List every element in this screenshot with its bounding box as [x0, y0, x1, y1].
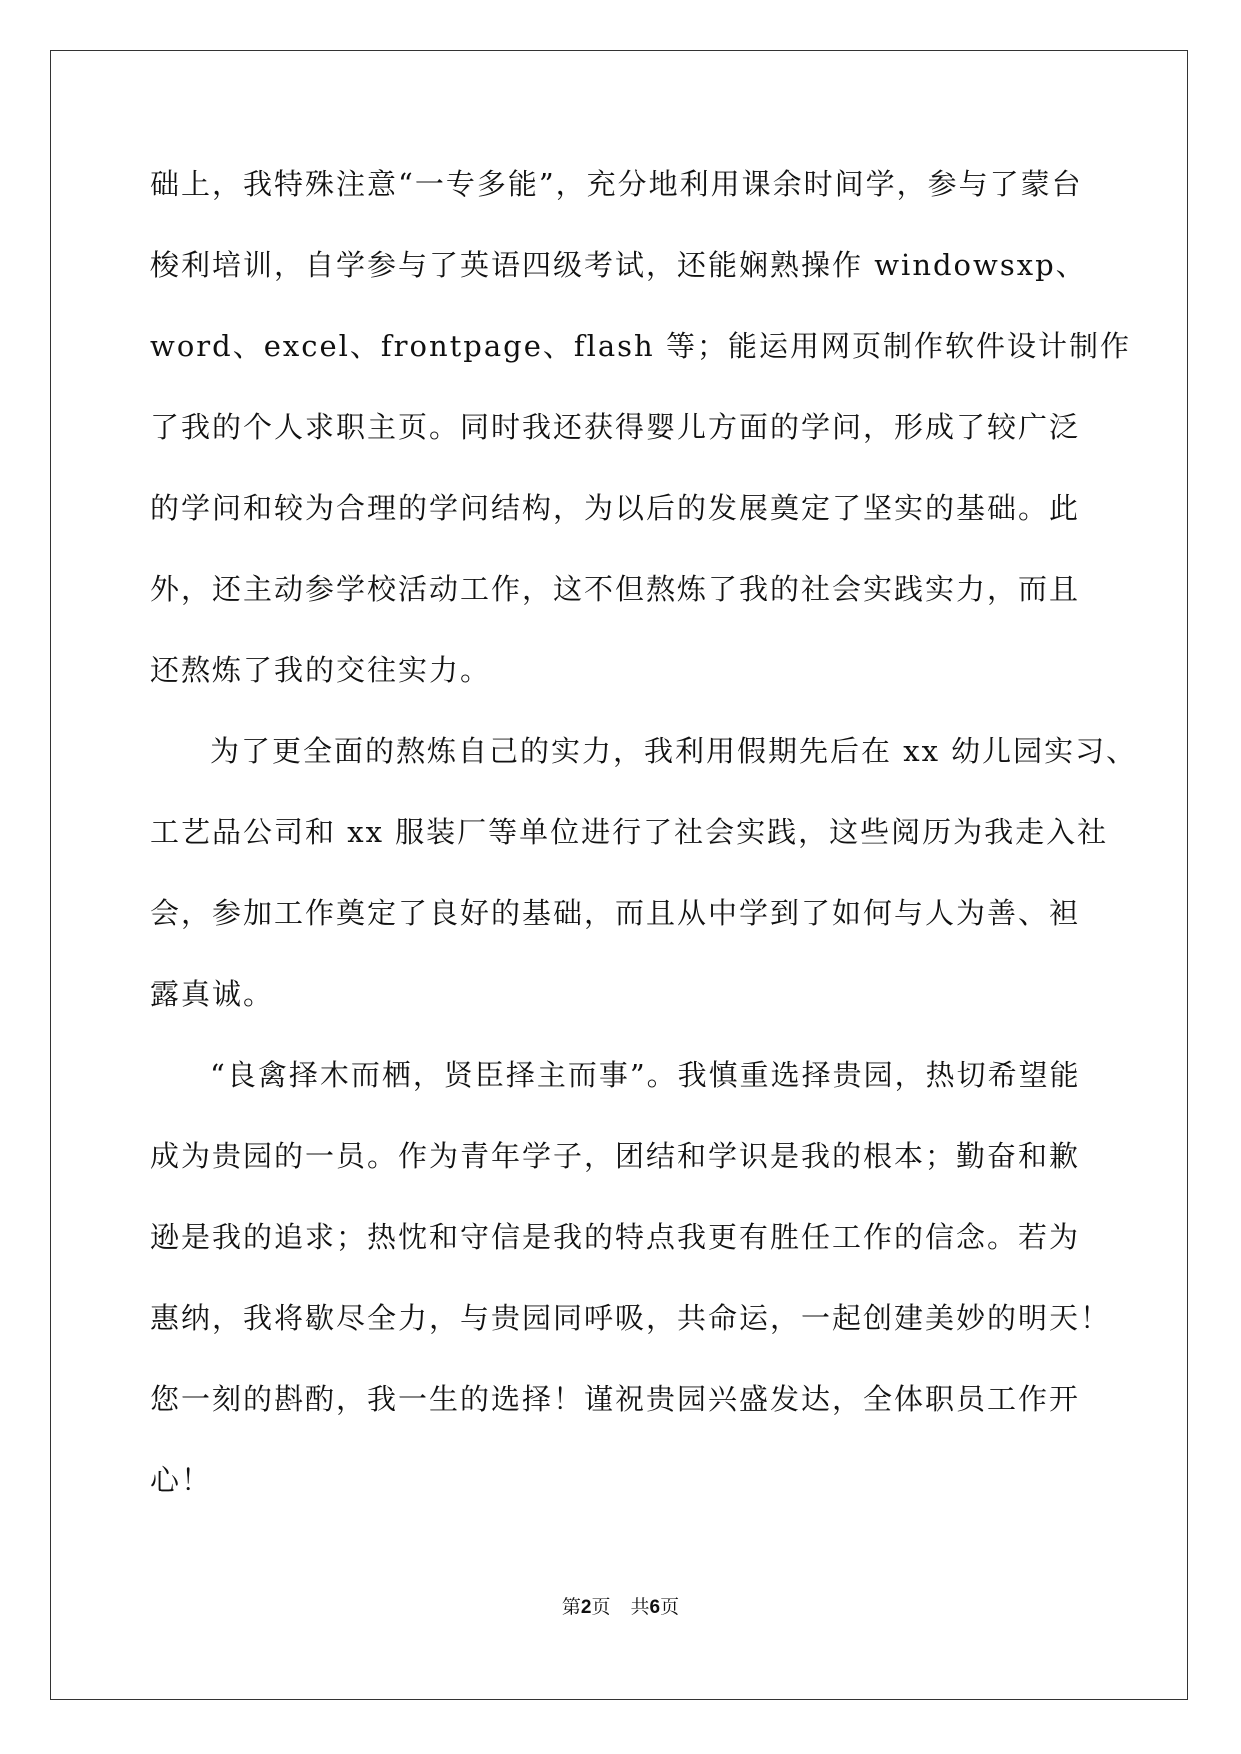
- paragraph-line: “良禽择木而栖，贤臣择主而事”。我慎重选择贵园，热切希望能: [210, 1058, 1081, 1092]
- paragraph-line: 的学问和较为合理的学问结构，为以后的发展奠定了坚实的基础。此: [150, 491, 1081, 525]
- paragraph-line: 外，还主动参学校活动工作，这不但熬炼了我的社会实践实力，而且: [150, 572, 1081, 606]
- total-page-count: 6: [649, 1597, 661, 1618]
- paragraph-line: 会，参加工作奠定了良好的基础，而且从中学到了如何与人为善、袒: [150, 896, 1081, 930]
- paragraph-line: 础上，我特殊注意“一专多能”，充分地利用课余时间学，参与了蒙台: [150, 167, 1083, 201]
- paragraph-line: 为了更全面的熬炼自己的实力，我利用假期先后在 xx 幼儿园实习、: [210, 734, 1138, 768]
- paragraph-line: 心！: [150, 1463, 213, 1497]
- paragraph-line: 了我的个人求职主页。同时我还获得婴儿方面的学问，形成了较广泛: [150, 410, 1081, 444]
- page-suffix: 页: [591, 1596, 611, 1618]
- total-prefix: 共: [630, 1596, 650, 1618]
- paragraph-line: 露真诚。: [150, 977, 275, 1011]
- paragraph-line: 成为贵园的一员。作为青年学子，团结和学识是我的根本；勤奋和歉: [150, 1139, 1081, 1173]
- paragraph-line: 惠纳，我将歇尽全力，与贵园同呼吸，共命运，一起创建美妙的明天！: [150, 1301, 1112, 1335]
- document-body: [150, 164, 1138, 1541]
- paragraph-line: 工艺品公司和 xx 服装厂等单位进行了社会实践，这些阅历为我走入社: [150, 815, 1109, 849]
- current-page-number: 2: [580, 1597, 592, 1618]
- page-prefix: 第: [561, 1596, 581, 1618]
- page-number-footer: [0, 1592, 1241, 1619]
- paragraph-line: 逊是我的追求；热忱和守信是我的特点我更有胜任工作的信念。若为: [150, 1220, 1081, 1254]
- paragraph-line: 还熬炼了我的交往实力。: [150, 653, 492, 687]
- paragraph-line: word、excel、frontpage、flash 等；能运用网页制作软件设计制作: [150, 329, 1131, 363]
- total-suffix: 页: [660, 1596, 680, 1618]
- paragraph-line: 您一刻的斟酌，我一生的选择！谨祝贵园兴盛发达，全体职员工作开: [150, 1382, 1081, 1416]
- paragraph-line: 梭利培训，自学参与了英语四级考试，还能娴熟操作 windowsxp、: [150, 248, 1087, 282]
